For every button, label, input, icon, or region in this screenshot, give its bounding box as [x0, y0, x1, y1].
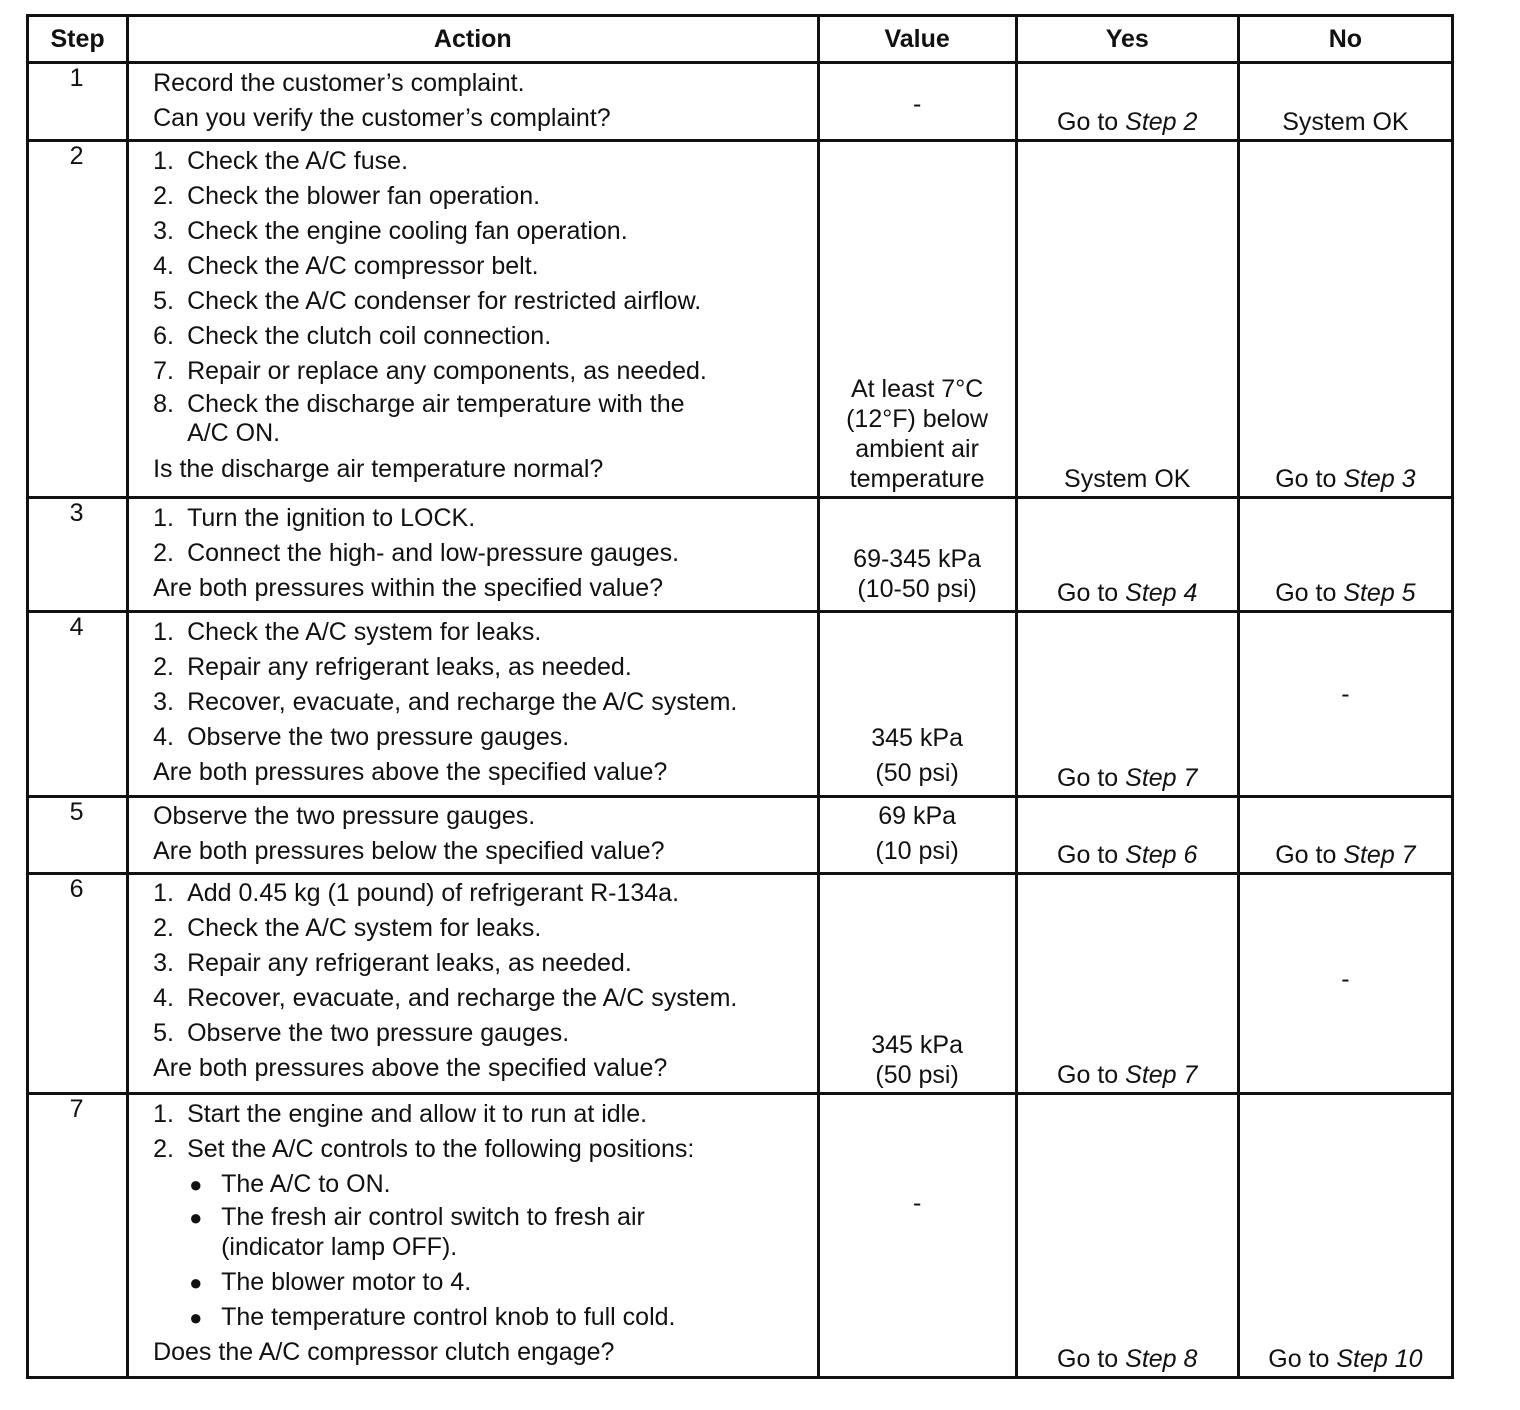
- table-row-step-3: [28, 498, 1453, 612]
- no-cell: [1238, 498, 1452, 612]
- value-cell: [818, 874, 1016, 1094]
- action-item: 2. Check the blower fan operation.: [153, 182, 541, 210]
- action-question: Are both pressures above the specified value?: [153, 758, 668, 786]
- yes-cell: [1016, 612, 1238, 797]
- no-dash: -: [1341, 679, 1350, 708]
- value-cell: [818, 612, 1016, 797]
- yes-cell: [1016, 874, 1238, 1094]
- action-bullet-continuation: (indicator lamp OFF).: [221, 1233, 458, 1261]
- header-value: Value: [818, 16, 1016, 63]
- value-cell: [818, 1094, 1016, 1378]
- action-bullet: ● The fresh air control switch to fresh air: [189, 1203, 645, 1231]
- no-result: System OK: [1282, 108, 1409, 136]
- action-cell: [128, 63, 818, 141]
- value-text: 345 kPa (50 psi): [871, 724, 963, 787]
- table-row-step-1: [28, 63, 1453, 141]
- action-item: 7. Repair or replace any components, as needed.: [153, 357, 707, 385]
- action-item: 2. Connect the high- and low-pressure gauges.: [153, 539, 680, 567]
- action-bullet: ● The A/C to ON.: [189, 1170, 391, 1198]
- step-number: 6: [28, 874, 128, 1094]
- yes-cell: [1016, 498, 1238, 612]
- action-item: 1. Start the engine and allow it to run at idle.: [153, 1100, 648, 1128]
- action-bullet: ● The blower motor to 4.: [189, 1268, 472, 1296]
- action-item: 3. Recover, evacuate, and recharge the A/C system.: [153, 688, 738, 716]
- action-cell: [128, 797, 818, 874]
- table-row-step-7: [28, 1094, 1453, 1378]
- yes-result: System OK: [1064, 465, 1191, 493]
- action-item: 2. Check the A/C system for leaks.: [153, 914, 542, 942]
- step-number: 3: [28, 498, 128, 612]
- yes-cell: [1016, 1094, 1238, 1378]
- table-row-step-5: [28, 797, 1453, 874]
- yes-cell: [1016, 141, 1238, 498]
- step-number: 2: [28, 141, 128, 498]
- action-cell: [128, 141, 818, 498]
- action-item: 4. Check the A/C compressor belt.: [153, 252, 539, 280]
- header-row: [28, 16, 1453, 63]
- action-cell: [128, 498, 818, 612]
- header-yes: Yes: [1016, 16, 1238, 63]
- value-dash: -: [912, 90, 922, 118]
- action-item: 1. Check the A/C fuse.: [153, 147, 409, 175]
- action-item: 1. Add 0.45 kg (1 pound) of refrigerant R-134a.: [153, 879, 680, 907]
- action-line: Observe the two pressure gauges.: [153, 802, 536, 830]
- yes-result: Go to Step 4: [1057, 579, 1198, 607]
- header-action: Action: [128, 16, 818, 63]
- yes-result: Go to Step 7: [1057, 1061, 1198, 1089]
- value-cell: [818, 797, 1016, 874]
- diagnostic-table: [26, 14, 1454, 1379]
- action-question: Is the discharge air temperature normal?: [153, 455, 604, 483]
- yes-cell: [1016, 797, 1238, 874]
- value-cell: [818, 63, 1016, 141]
- value-text: 69 kPa (10 psi): [875, 802, 959, 865]
- value-dash: -: [912, 1189, 922, 1217]
- action-question: Are both pressures within the specified value?: [153, 574, 664, 602]
- no-result: Go to Step 3: [1275, 465, 1416, 493]
- table-row-step-2: [28, 141, 1453, 498]
- no-cell: [1238, 1094, 1452, 1378]
- action-question: Are both pressures above the specified value?: [153, 1054, 668, 1082]
- step-number: 7: [28, 1094, 128, 1378]
- action-line: Record the customer’s complaint.: [153, 69, 525, 97]
- step-number: 1: [28, 63, 128, 141]
- step-number: 4: [28, 612, 128, 797]
- no-result: Go to Step 10: [1268, 1345, 1423, 1373]
- action-item: 6. Check the clutch coil connection.: [153, 322, 552, 350]
- action-item: 4. Recover, evacuate, and recharge the A/C system.: [153, 984, 738, 1012]
- action-item: 8. Check the discharge air temperature with the: [153, 390, 685, 418]
- no-cell: [1238, 874, 1452, 1094]
- no-result: Go to Step 7: [1275, 841, 1416, 869]
- action-item-continuation: A/C ON.: [187, 419, 281, 447]
- action-question: Can you verify the customer’s complaint?: [153, 104, 611, 132]
- action-item: 3. Check the engine cooling fan operation.: [153, 217, 628, 245]
- no-cell: [1238, 63, 1452, 141]
- value-text: At least 7°C (12°F) below ambient air temperature: [846, 375, 989, 493]
- action-cell: [128, 612, 818, 797]
- no-dash: -: [1341, 965, 1350, 993]
- table-row-step-4: [28, 612, 1453, 797]
- table-row-step-6: [28, 874, 1453, 1094]
- no-cell: [1238, 141, 1452, 498]
- action-cell: [128, 874, 818, 1094]
- no-cell: [1238, 797, 1452, 874]
- action-item: 2. Set the A/C controls to the following positions:: [153, 1135, 695, 1163]
- value-text: 345 kPa (50 psi): [871, 1031, 963, 1089]
- yes-cell: [1016, 63, 1238, 141]
- action-cell: [128, 1094, 818, 1378]
- action-item: 5. Check the A/C condenser for restricted airflow.: [153, 287, 702, 315]
- yes-result: Go to Step 2: [1057, 108, 1198, 136]
- action-question: Does the A/C compressor clutch engage?: [153, 1338, 615, 1366]
- value-text: 69-345 kPa (10-50 psi): [853, 545, 982, 603]
- no-cell: [1238, 612, 1452, 797]
- yes-result: Go to Step 8: [1057, 1345, 1198, 1373]
- action-item: 4. Observe the two pressure gauges.: [153, 723, 570, 751]
- action-bullet: ● The temperature control knob to full cold.: [189, 1303, 676, 1331]
- header-no: No: [1238, 16, 1452, 63]
- yes-result: Go to Step 7: [1057, 764, 1198, 792]
- action-item: 1. Turn the ignition to LOCK.: [153, 504, 476, 532]
- action-item: 2. Repair any refrigerant leaks, as needed.: [153, 653, 632, 681]
- no-result: Go to Step 5: [1275, 579, 1416, 607]
- header-step: Step: [28, 16, 128, 63]
- value-cell: [818, 498, 1016, 612]
- action-item: 3. Repair any refrigerant leaks, as needed.: [153, 949, 632, 977]
- action-item: 1. Check the A/C system for leaks.: [153, 618, 542, 646]
- action-item: 5. Observe the two pressure gauges.: [153, 1019, 570, 1047]
- action-question: Are both pressures below the specified value?: [153, 837, 665, 865]
- step-number: 5: [28, 797, 128, 874]
- value-cell: [818, 141, 1016, 498]
- yes-result: Go to Step 6: [1057, 841, 1198, 869]
